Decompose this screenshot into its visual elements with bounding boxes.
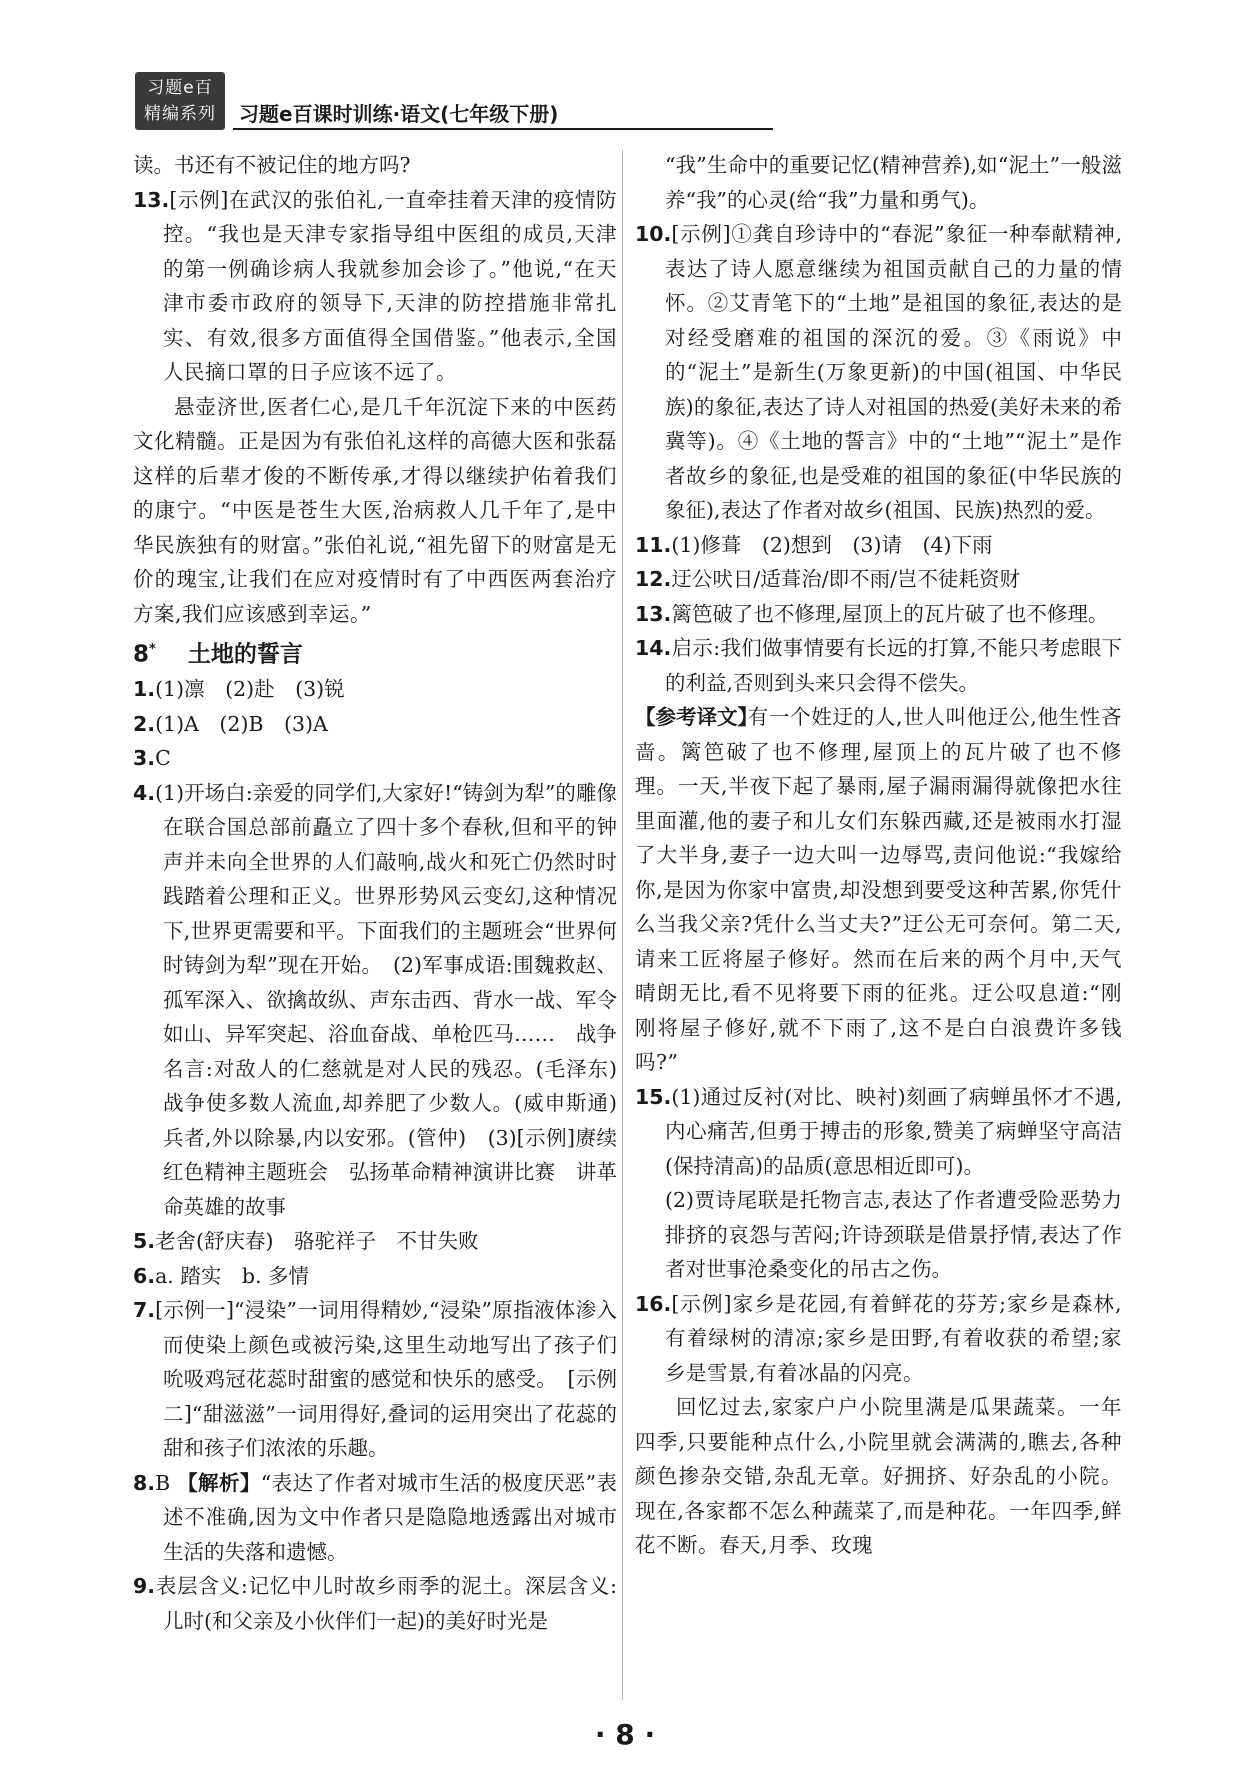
answer-6 [133, 1259, 617, 1294]
answer-text: (1)凛 (2)赴 (3)锐 [155, 677, 345, 702]
section-title: 土地的誓言 [187, 641, 303, 668]
answer-3 [133, 741, 617, 776]
section-number: 8 [133, 641, 150, 668]
book-title: 习题e百课时训练·语文(七年级下册) [239, 102, 559, 126]
answer-13 [133, 183, 617, 390]
logo-line-2: 精编系列 [144, 104, 216, 124]
left-column [133, 148, 638, 1638]
page-header [135, 72, 640, 134]
section-heading [133, 633, 617, 672]
answer-text: [示例]①龚自珍诗中的“春泥”象征一种奉献精神,表达了诗人愿意继续为祖国贡献自己的力量的情怀。②艾青笔下的“土地”是祖国的象征,表达的是对经受磨难的祖国的深沉的爱。③《雨说》中的“泥土”是新生(万象更新)的中国(祖国、中华民族)的象征,表达了诗人对祖国的热爱(美好未来的希冀等)。④《土地的誓言》中的“土地”“泥土”是作者故乡的象征,也是受难的祖国的象征(中华民族的象征),表达了作者对故乡(祖国、民族)热烈的爱。 [665, 222, 1122, 522]
answer-text: 老舍(舒庆春) 骆驼祥子 不甘失败 [155, 1229, 479, 1254]
series-logo [135, 72, 225, 130]
continued-text: “我”生命中的重要记忆(精神营养),如“泥土”一般滋养“我”的心灵(给“我”力量和勇气)。 [665, 153, 1122, 212]
answer-text: a. 踏实 b. 多情 [155, 1263, 309, 1288]
answer-choice: B [155, 1470, 171, 1495]
answer-1 [133, 672, 617, 707]
answer-number: 10. [635, 222, 672, 246]
answer-number: 15. [635, 1084, 672, 1109]
answer-number: 16. [635, 1291, 672, 1316]
answer-number: 1. [133, 677, 156, 702]
reference-translation: 有一个姓迂的人,世人叫他迂公,他生性吝啬。篱笆破了也不修理,屋顶上的瓦片破了也不修理。一天,半夜下起了暴雨,屋子漏雨漏得就像把水往里面灌,他的妻子和儿女们东躲西藏,还是被雨水打湿了大半身,妻子一边大叫一边辱骂,责问他说:“我嫁给你,是因为你家中富贵,却没想到要受这种苦累,你凭什么当我父亲?凭什么当丈夫?”迂公无可奈何。第二天,请来工匠将屋子修好。然而在后来的两个月中,天气晴朗无比,看不见将要下雨的征兆。迂公叹息道:“刚刚将屋子修好,就不下雨了,这不是白白浪费许多钱吗?” [635, 705, 1122, 1074]
answer-16-paragraph-2: 回忆过去,家家户户小院里满是瓜果蔬菜。一年四季,只要能种点什么,小院里就会满满的,瞧去,各种颜色掺杂交错,杂乱无章。好拥挤、好杂乱的小院。现在,各家都不怎么种蔬菜了,而是种花。一年四季,鲜花不断。春天,月季、玫瑰 [635, 1395, 1122, 1557]
answer-number: 13. [635, 601, 672, 626]
answer-14 [635, 631, 1122, 700]
answer-number: 4. [133, 780, 156, 805]
section-mark: * [149, 642, 156, 657]
answer-12 [635, 562, 1122, 597]
answer-number: 11. [635, 532, 672, 557]
answer-text: 启示:我们做事情要有长远的打算,不能只考虑眼下的利益,否则到头来只会得不偿失。 [665, 636, 1122, 695]
answer-7 [133, 1293, 617, 1466]
answer-text: (1)开场白:亲爱的同学们,大家好!“铸剑为犁”的雕像在联合国总部前矗立了四十多个春秋,但和平的钟声并未向全世界的人们敲响,战火和死亡仍然时时践踏着公理和正义。世界形势风云变幻,这种情况下,世界更需要和平。下面我们的主题班会“世界何时铸剑为犁”现在开始。 (2)军事成语:围魏救赵、孤军深入、欲擒故纵、声东击西、背水一战、军令如山、异军突起、浴血奋战、单枪匹马…… 战争名言:对敌人的仁慈就是对人民的残忍。(毛泽东) 战争使多数人流血,却养肥了少数人。(威申斯通) 兵者,外以除暴,内以安邪。(管仲) (3)[示例]赓续红色精神主题班会 弘扬革命精神演讲比赛 讲革命英雄的故事 [155, 780, 638, 1219]
column-divider [622, 150, 623, 1700]
page-number-value: 8 [615, 1718, 635, 1751]
analysis-label: 【解析】 [177, 1470, 261, 1495]
answer-text: C [155, 746, 171, 771]
answer-number: 12. [635, 567, 672, 591]
answer-10 [635, 217, 1122, 528]
reference-label: 【参考译文】 [635, 705, 758, 729]
answer-text: 篱笆破了也不修理,屋顶上的瓦片破了也不修理。 [671, 601, 1109, 626]
answer-number: 3. [133, 746, 156, 771]
answer-text: 表层含义:记忆中儿时故乡雨季的泥土。深层含义:儿时(和父亲及小伙伴们一起)的美好时光是 [155, 1574, 617, 1633]
logo-line-1: 习题e百 [147, 78, 213, 98]
answer-text: [示例一]“浸染”一词用得精妙,“浸染”原指液体渗入而使染上颜色或被污染,这里生动地写出了孩子们吮吸鸡冠花蕊时甜蜜的感觉和快乐的感受。 [示例二]“甜滋滋”一词用得好,叠词的运用突出了花蕊的甜和孩子们浓浓的乐趣。 [155, 1298, 617, 1461]
answer-text: 迂公吠日/适葺治/即不雨/岂不徒耗资财 [671, 567, 1021, 591]
answer-text: (1)修葺 (2)想到 (3)请 (4)下雨 [671, 532, 993, 557]
header-rule [233, 128, 773, 130]
answer-number: 5. [133, 1229, 156, 1254]
right-column [635, 148, 1122, 1563]
page-number: · 8 · [594, 1718, 656, 1751]
answer-15 [635, 1080, 1122, 1184]
answer-8 [133, 1466, 617, 1570]
answer-4 [133, 776, 638, 1225]
answer-16 [635, 1287, 1122, 1391]
answer-number: 8. [133, 1470, 156, 1495]
answer-number: 7. [133, 1298, 156, 1323]
answer-text: (1)A (2)B (3)A [155, 711, 328, 736]
answer-number: 2. [133, 711, 156, 736]
answer-number: 9. [133, 1574, 156, 1599]
answer-text: (1)通过反衬(对比、映衬)刻画了病蝉虽怀才不遇,内心痛苦,但勇于搏击的形象,赞美了病蝉坚守高洁(保持清高)的品质(意思相近即可)。 [665, 1084, 1122, 1178]
answer-9 [133, 1569, 617, 1638]
answer-number: 13. [133, 187, 170, 212]
answer-13 [635, 597, 1122, 632]
answer-text: “表达了作者对城市生活的极度厌恶”表述不准确,因为文中作者只是隐隐地透露出对城市生活的失落和遗憾。 [163, 1470, 617, 1564]
answer-15-part-2: (2)贾诗尾联是托物言志,表达了作者遭受险恶势力排挤的哀怨与苦闷;许诗颈联是借景抒情,表达了作者对世事沧桑变化的吊古之伤。 [665, 1188, 1122, 1281]
answer-number: 14. [635, 636, 672, 660]
answer-number: 6. [133, 1263, 156, 1288]
answer-11 [635, 528, 1122, 563]
answer-13-paragraph-2: 悬壶济世,医者仁心,是几千年沉淀下来的中医药文化精髓。正是因为有张伯礼这样的高德大医和张磊这样的后辈才俊的不断传承,才得以继续护佑着我们的康宁。“中医是苍生大医,治病救人几千年了,是中华民族独有的财富。”张伯礼说,“祖先留下的财富是无价的瑰宝,让我们在应对疫情时有了中西医两套治疗方案,我们应该感到幸运。” [133, 394, 617, 626]
answer-text: [示例]在武汉的张伯礼,一直牵挂着天津的疫情防控。“我也是天津专家指导组中医组的成员,天津的第一例确诊病人我就参加会诊了。”他说,“在天津市委市政府的领导下,天津的防控措施非常扎实、有效,很多方面值得全国借鉴。”他表示,全国人民摘口罩的日子应该不远了。 [163, 187, 617, 384]
answer-2 [133, 707, 617, 742]
continued-text: 读。书还有不被记住的地方吗? [133, 153, 411, 177]
answer-text: [示例]家乡是花园,有着鲜花的芬芳;家乡是森林,有着绿树的清凉;家乡是田野,有着收获的希望;家乡是雪景,有着冰晶的闪亮。 [665, 1291, 1122, 1385]
answer-5 [133, 1224, 617, 1259]
